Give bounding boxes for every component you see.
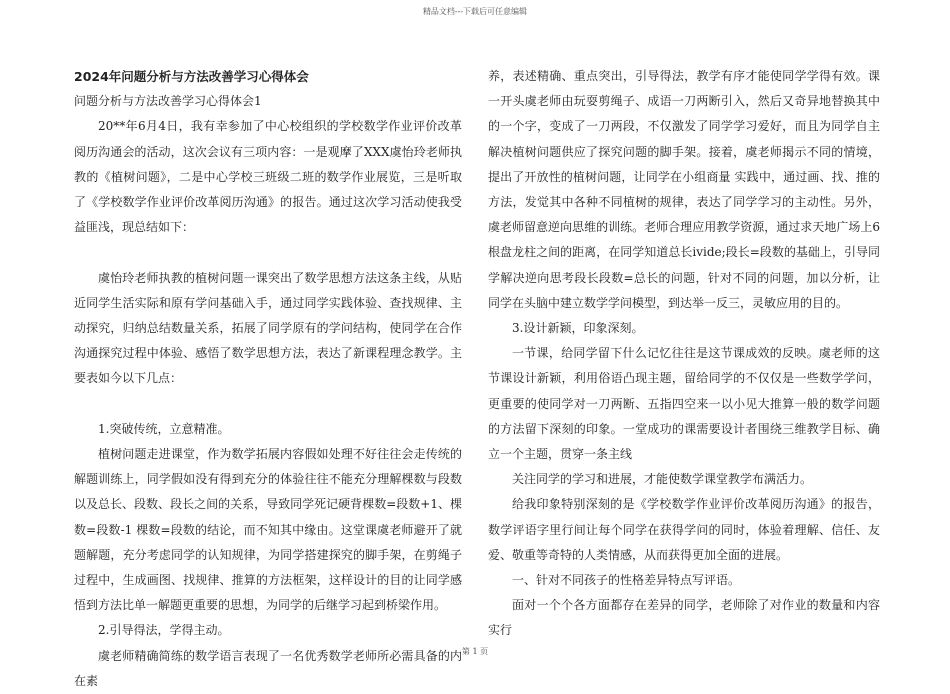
paragraph-section-2-continued: 养，表述精确、重点突出，引导得法，教学有序才能使同学学得有效。课一开头虞老师由玩耍剪绳子、成语一刀两断引入，然后又奇异地替换其中的一个字，变成了一刀两段，不仅激发了同学学习爱好，而且为同学自主解决植树问题供应了探究问题的脚手架。接着，虞老师揭示不同的情境，提出了开放性的植树问题，让同学在小组商量 实践中，通过画、找、推的方法，发觉其中各种不同植树的规律，表达了同学学习的主动性。另外，虞老师留意逆向思维的训练。老师合理应用教学资源，通过求天地广场上6根盘龙柱之间的距离，在同学知道总长ivide;段长=段数的基础上，引导同学解决逆向思考段长段数=总长的问题，针对不同的问题，加以分析，让同学在头脑中建立数学学问模型，到达举一反三，灵敏应用的目的。 xyxy=(488,69,880,310)
paragraph-section-2-start: 虞老师精确简练的数学语言表现了一名优秀数学老师所必需具备的内在素 xyxy=(74,648,462,688)
page-footer: 第 1 页 xyxy=(461,647,489,656)
paragraph-section-1: 植树问题走进课堂，作为数学拓展内容假如处理不好往往会走传统的解题训练上，同学假如没有得到充分的体验往往不能充分理解棵数与段数以及总长、段数、段长之间的关系，导致同学死记硬背棵数=段数+1、棵数=段数-1 棵数=段数的结论，而不知其中缘由。这堂课虞老师避开了就题解题，充分考虑同学的认知规律，为同学搭建探究的脚手架，在剪绳子过程中，生成画图、找规律、推算的方法框架，这样设计的目的让同学感悟到方法比单一解题更重要的思想，为同学的后继学习起到桥梁作用。 xyxy=(74,447,462,613)
section-heading-1: 1.突破传统，立意精准。 xyxy=(98,421,230,436)
section-heading-2: 2.引导得法，学得主动。 xyxy=(98,623,230,638)
paragraph-section-4-start: 面对一个个各方面都存在差异的同学，老师除了对作业的数量和内容实行 xyxy=(488,598,880,638)
right-column xyxy=(488,64,880,644)
paragraph-section-3: 一节课，给同学留下什么记忆往往是这节课成效的反映。虞老师的这节课设计新颖，利用俗语凸现主题，留给同学的不仅仅是一些数学学问，更重要的使同学对一刀两断、五指四空来一以小见大推算一般的数学问题的方法留下深刻的印象。一堂成功的课需要设计者围绕三维教学目标、确立一个主题，贯穿一条主线 xyxy=(488,346,880,462)
paragraph-lesson-summary: 虞怡玲老师执教的植树问题一课突出了数学思想方法这条主线，从贴近同学生活实际和原有学问基础入手，通过同学实践体验、查找规律、主动探究，归纳总结数量关系，拓展了同学原有的学问结构，使同学在合作沟通探究过程中体验、感悟了数学思想方法，表达了新课程理念教学。主要表如今以下几点： xyxy=(74,270,462,386)
document-subtitle: 问题分析与方法改善学习心得体会1 xyxy=(74,94,262,109)
section-heading-4: 一、针对不同孩子的性格差异特点写评语。 xyxy=(512,573,741,588)
paragraph-intro: 20**年6月4日，我有幸参加了中心校组织的学校数学作业评价改革阅历沟通会的活动，这次会议有三项内容：一是观摩了XXX虞怡玲老师执教的《植树问题》，二是中心学校三班级二班的数学作业展览，三是听取了《学校数学作业评价改革阅历沟通》的报告。通过这次学习活动使我受益匪浅，现总结如下： xyxy=(74,119,462,235)
section-heading-3: 3.设计新颖，印象深刻。 xyxy=(512,321,644,336)
document-title: 2024年问题分析与方法改善学习心得体会 xyxy=(74,69,309,84)
left-column xyxy=(74,64,462,694)
paragraph-report: 给我印象特别深刻的是《学校数学作业评价改革阅历沟通》的报告，数学评语字里行间让每个同学在获得学问的同时，体验着理解、信任、友爱、敬重等奇特的人类情感，从而获得更加全面的进展。 xyxy=(488,497,880,562)
paragraph-focus: 关注同学的学习和进展，才能使数学课堂教学布满活力。 xyxy=(512,472,813,487)
page-header: 精品文档---下载后可任意编辑 xyxy=(422,7,528,16)
